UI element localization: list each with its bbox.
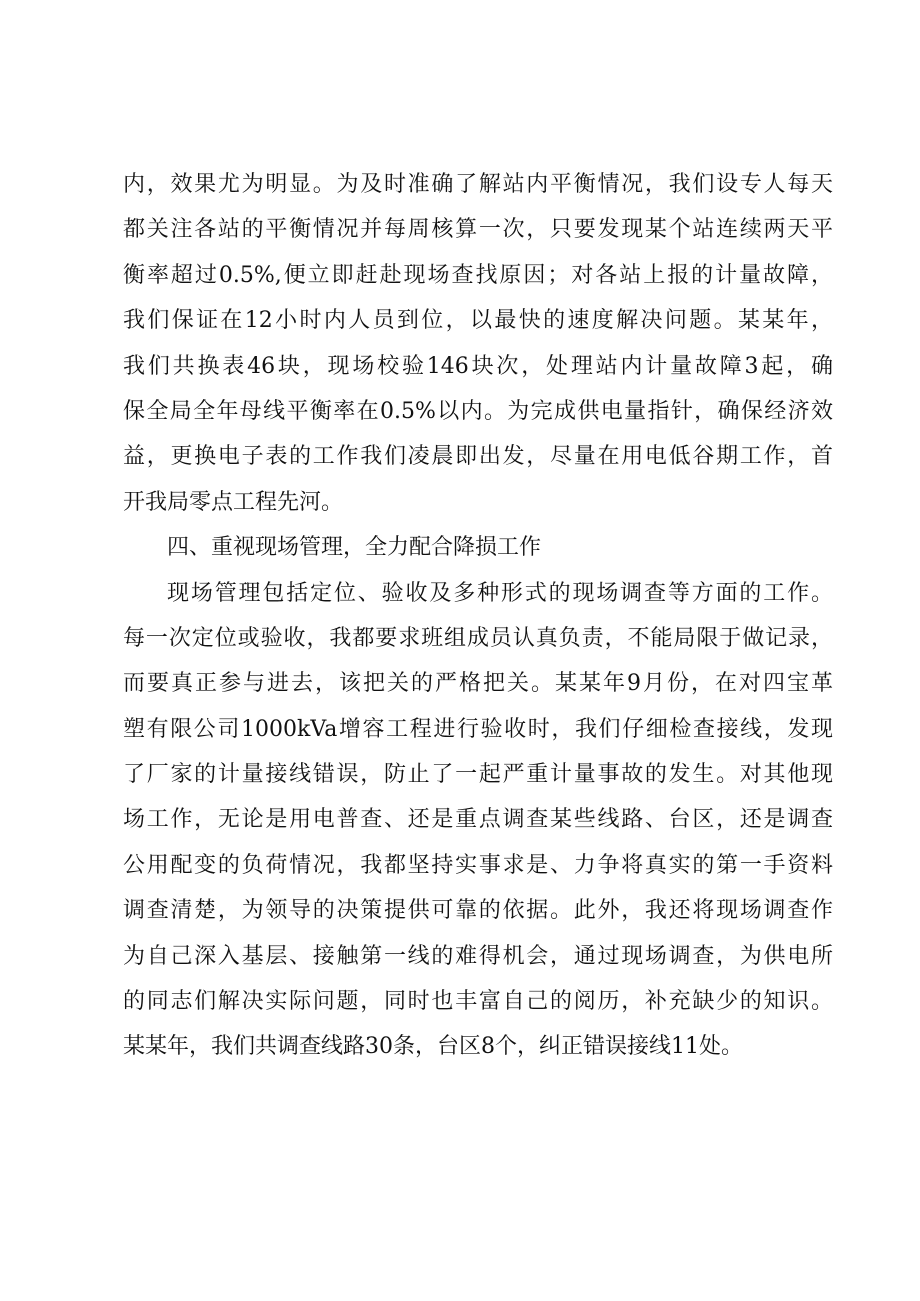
paragraph-line: 了厂家的计量接线错误，防止了一起严重计量事故的发生。对其他现 (123, 762, 833, 788)
paragraph-line: 每一次定位或验收，我都要求班组成员认真负责，不能局限于做记录， (123, 625, 833, 651)
paragraph-line: 的同志们解决实际问题，同时也丰富自己的阅历，补充缺少的知识。 (123, 989, 833, 1015)
paragraph-line: 内，效果尤为明显。为及时准确了解站内平衡情况，我们设专人每天 (123, 172, 833, 197)
paragraph-line: 场工作，无论是用电普查、还是重点调查某些线路、台区，还是调查 (123, 807, 833, 833)
paragraph-line: 为自己深入基层、接触第一线的难得机会，通过现场调查，为供电所 (123, 943, 833, 969)
paragraph-line: 衡率超过0.5%,便立即赶赴现场查找原因；对各站上报的计量故障， (123, 262, 833, 288)
section-heading: 四、重视现场管理，全力配合降损工作 (167, 535, 542, 561)
paragraph-line: 益，更换电子表的工作我们凌晨即出发，尽量在用电低谷期工作，首 (123, 444, 833, 470)
paragraph-line: 都关注各站的平衡情况并每周核算一次，只要发现某个站连续两天平 (123, 217, 833, 243)
paragraph-line: 塑有限公司1000kVa增容工程进行验收时，我们仔细检查接线，发现 (123, 716, 833, 742)
paragraph-line: 现场管理包括定位、验收及多种形式的现场调查等方面的工作。 (167, 580, 833, 606)
paragraph-line: 我们保证在12小时内人员到位，以最快的速度解决问题。某某年， (123, 308, 833, 334)
paragraph-line: 公用配变的负荷情况，我都坚持实事求是、力争将真实的第一手资料 (123, 852, 833, 878)
body-text (123, 162, 833, 1070)
paragraph-line: 保全局全年母线平衡率在0.5%以内。为完成供电量指针，确保经济效 (123, 398, 833, 424)
paragraph-line: 而要真正参与进去，该把关的严格把关。某某年9月份，在对四宝革 (123, 671, 833, 697)
paragraph-line: 某某年，我们共调查线路30条，台区8个，纠正错误接线11处。 (123, 1034, 743, 1060)
paragraph-line: 调查清楚，为领导的决策提供可靠的依据。此外，我还将现场调查作 (123, 898, 833, 924)
paragraph-line: 开我局零点工程先河。 (123, 489, 344, 515)
paragraph-line: 我们共换表46块，现场校验146块次，处理站内计量故障3起，确 (123, 353, 833, 379)
